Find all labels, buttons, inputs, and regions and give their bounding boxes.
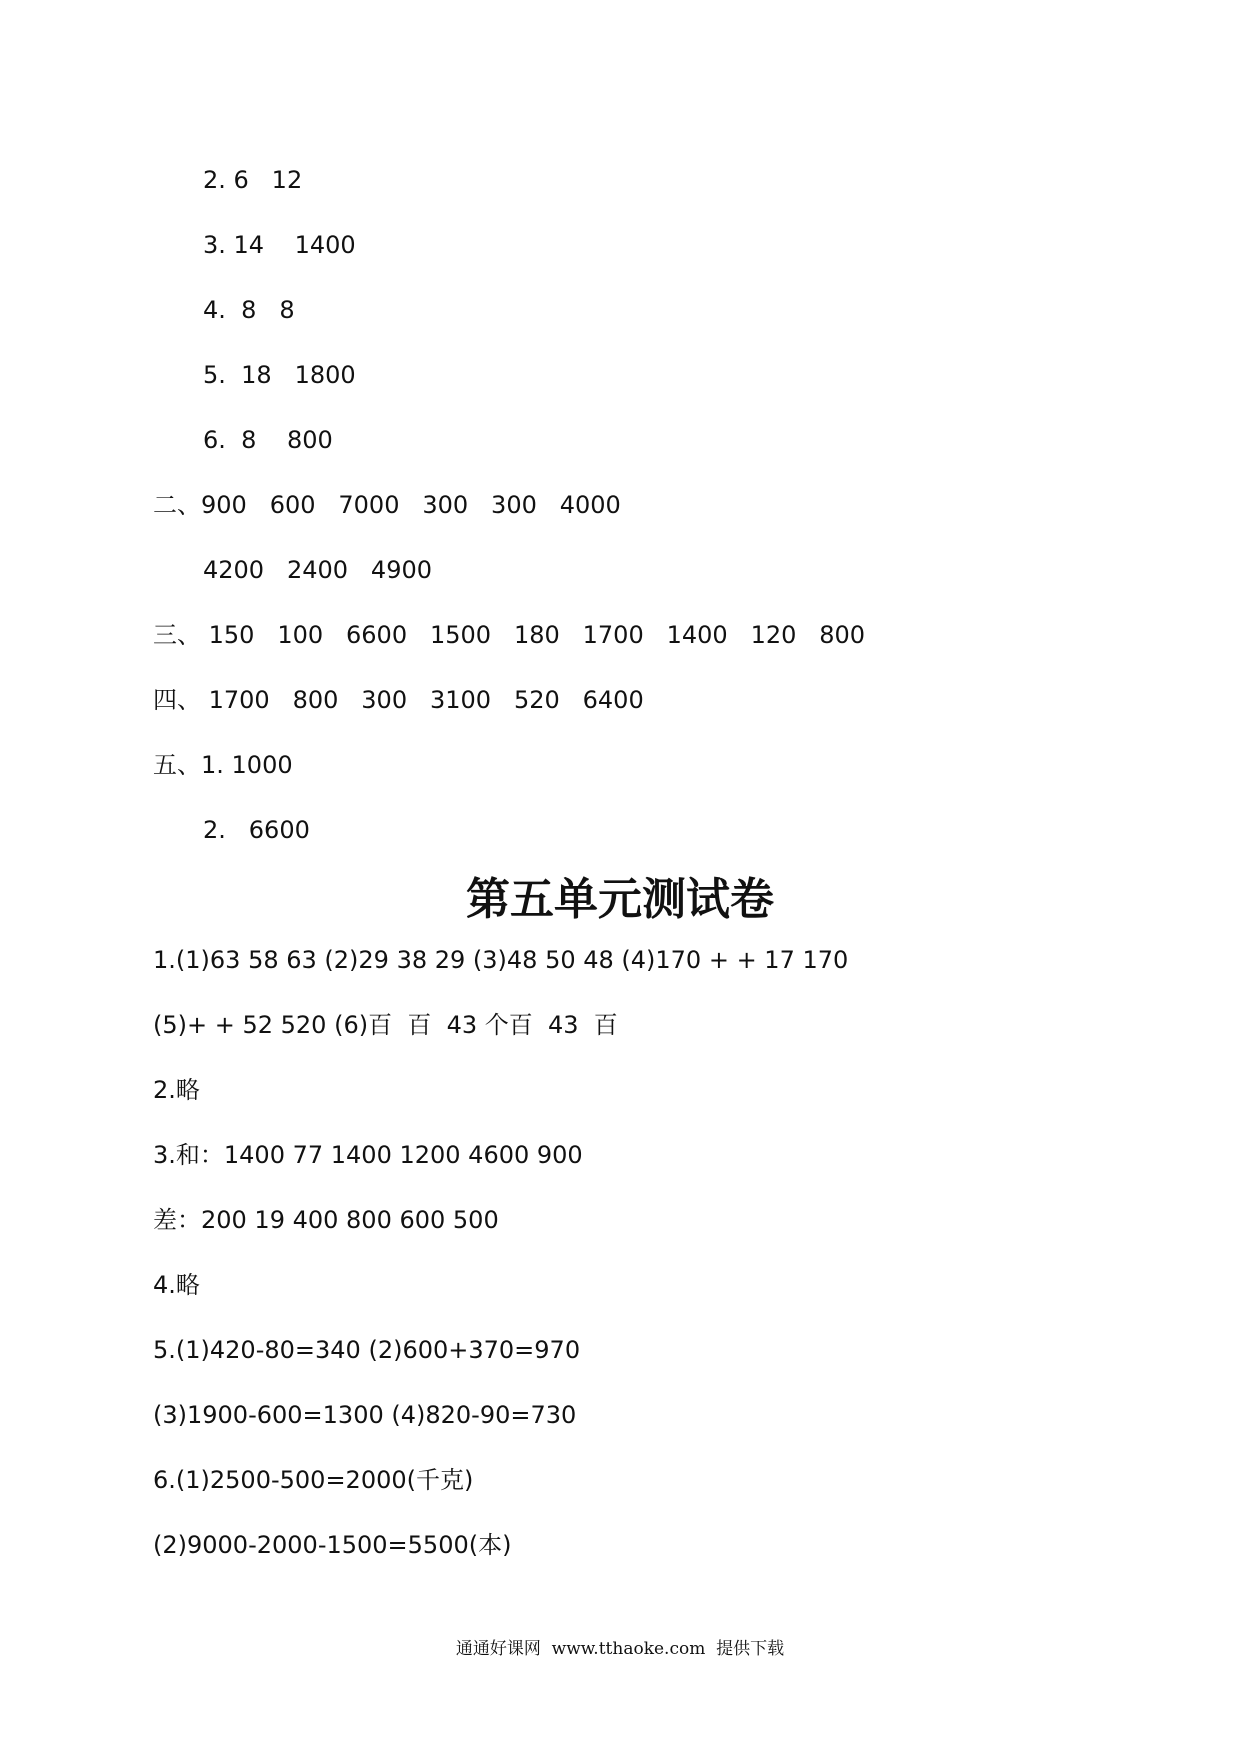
answer-line: (5)+ + 52 520 (6)百 百 43 个百 43 百: [153, 1011, 618, 1039]
answer-line: (3)1900-600=1300 (4)820-90=730: [153, 1401, 577, 1429]
answer-line: 2. 6600: [203, 816, 310, 844]
answer-line: 三、 150 100 6600 1500 180 1700 1400 120 800: [153, 621, 866, 649]
answer-line: 二、900 600 7000 300 300 4000: [153, 491, 621, 519]
answer-line: 4. 8 8: [203, 296, 295, 324]
answer-line: 3.和：1400 77 1400 1200 4600 900: [153, 1141, 583, 1169]
answer-line: 6. 8 800: [203, 426, 333, 454]
answer-line: 1.(1)63 58 63 (2)29 38 29 (3)48 50 48 (4)170 + + 17 170: [153, 946, 849, 974]
page-footer: 通通好课网 www.tthaoke.com 提供下载: [455, 1639, 785, 1659]
answer-line: 4200 2400 4900: [203, 556, 433, 584]
answer-line: 差：200 19 400 800 600 500: [153, 1206, 499, 1234]
answer-line: 2.略: [153, 1076, 200, 1104]
answer-line: 五、1. 1000: [153, 751, 293, 779]
section-title: 第五单元测试卷: [466, 874, 774, 925]
answer-line: 3. 14 1400: [203, 231, 356, 259]
answer-line: 5.(1)420-80=340 (2)600+370=970: [153, 1336, 581, 1364]
answer-line: 6.(1)2500-500=2000(千克): [153, 1466, 474, 1494]
answer-line: 5. 18 1800: [203, 361, 356, 389]
answer-line: 四、 1700 800 300 3100 520 6400: [153, 686, 644, 714]
answer-line: 4.略: [153, 1271, 200, 1299]
answer-line: 2. 6 12: [203, 166, 303, 194]
answer-line: (2)9000-2000-1500=5500(本): [153, 1531, 512, 1559]
